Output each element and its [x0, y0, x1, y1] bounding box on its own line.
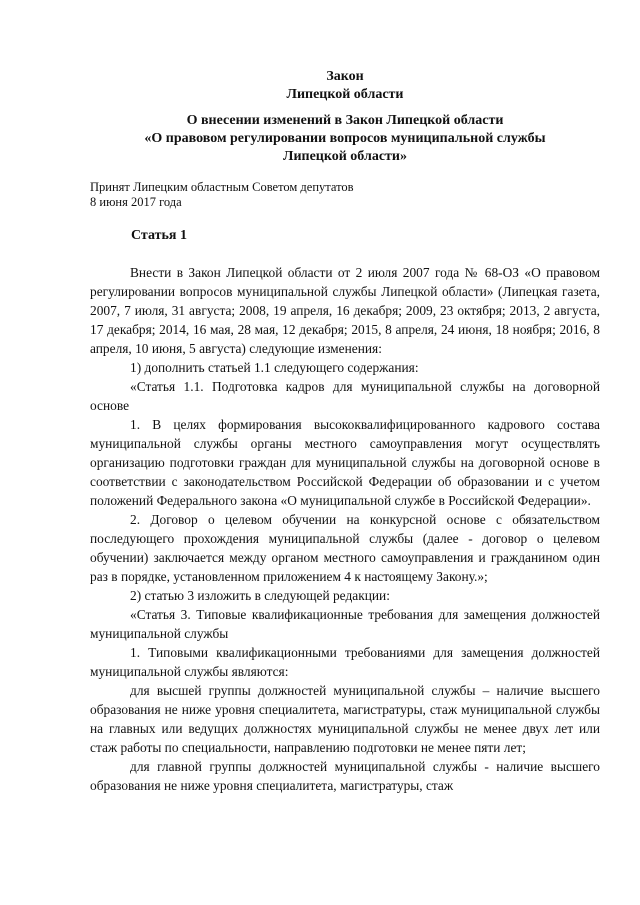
paragraph: «Статья 3. Типовые квалификационные требования для замещения должностей муниципальной службы: [90, 607, 600, 641]
law-title: [90, 68, 600, 104]
law-subtitle-line-2: «О правовом регулировании вопросов муниципальной службы: [144, 131, 546, 146]
article-heading: Статья 1: [131, 228, 187, 243]
paragraph: 1. Типовыми квалификационными требованиями для замещения должностей муниципальной службы являются:: [90, 645, 600, 679]
paragraph: для главной группы должностей муниципальной службы - наличие высшего образования не ниже уровня специалитета, магистратуры, стаж: [90, 759, 600, 793]
article-body: [90, 263, 600, 795]
adoption-note-line-1: Принят Липецким областным Советом депутатов: [90, 180, 354, 194]
law-title-line-2: Липецкой области: [286, 87, 404, 102]
law-title-line-1: Закон: [326, 69, 364, 84]
adoption-date: 8 июня 2017 года: [90, 195, 182, 209]
paragraph: 1) дополнить статьей 1.1 следующего содержания:: [130, 360, 419, 375]
law-subtitle-line-3: Липецкой области»: [283, 149, 407, 164]
paragraph: «Статья 1.1. Подготовка кадров для муниципальной службы на договорной основе: [90, 379, 600, 413]
law-subtitle-line-1: О внесении изменений в Закон Липецкой области: [186, 113, 504, 128]
paragraph: 1. В целях формирования высококвалифицированного кадрового состава муниципальной службы органы местного самоуправления могут осуществлять организацию подготовки граждан для муниципальной службы на договорной основе в соответствии с законодательством Российской Федерации об образовании и с учетом положений Федерального закона «О муниципальной службе в Российской Федерации».: [90, 417, 600, 508]
paragraph: 2. Договор о целевом обучении на конкурсной основе с обязательством последующего прохождения муниципальной службы (далее - договор о целевом обучении) заключается между органом местного самоуправления и гражданином один раз в порядке, установленном приложением 4 к настоящему Закону.»;: [90, 512, 600, 584]
paragraph: для высшей группы должностей муниципальной службы – наличие высшего образования не ниже уровня специалитета, магистратуры, стаж муниципальной службы на главных или ведущих должностях муниципальной службы не менее двух лет или стаж работы по специальности, направлению подготовки не менее пяти лет;: [90, 683, 600, 755]
paragraph: Внести в Закон Липецкой области от 2 июля 2007 года № 68-ОЗ «О правовом регулировании вопросов муниципальной службы Липецкой области» (Липецкая газета, 2007, 7 июля, 31 августа; 2008, 19 апреля, 16 декабря; 2009, 23 октября; 2013, 2 августа, 17 декабря; 2014, 16 мая, 28 мая, 12 декабря; 2015, 8 апреля, 24 июня, 18 ноября; 2016, 8 апреля, 10 июня, 5 августа) следующие изменения:: [90, 265, 600, 356]
paragraph: 2) статью 3 изложить в следующей редакции:: [130, 588, 390, 603]
law-subtitle: [90, 112, 600, 166]
adoption-note: [90, 180, 600, 210]
